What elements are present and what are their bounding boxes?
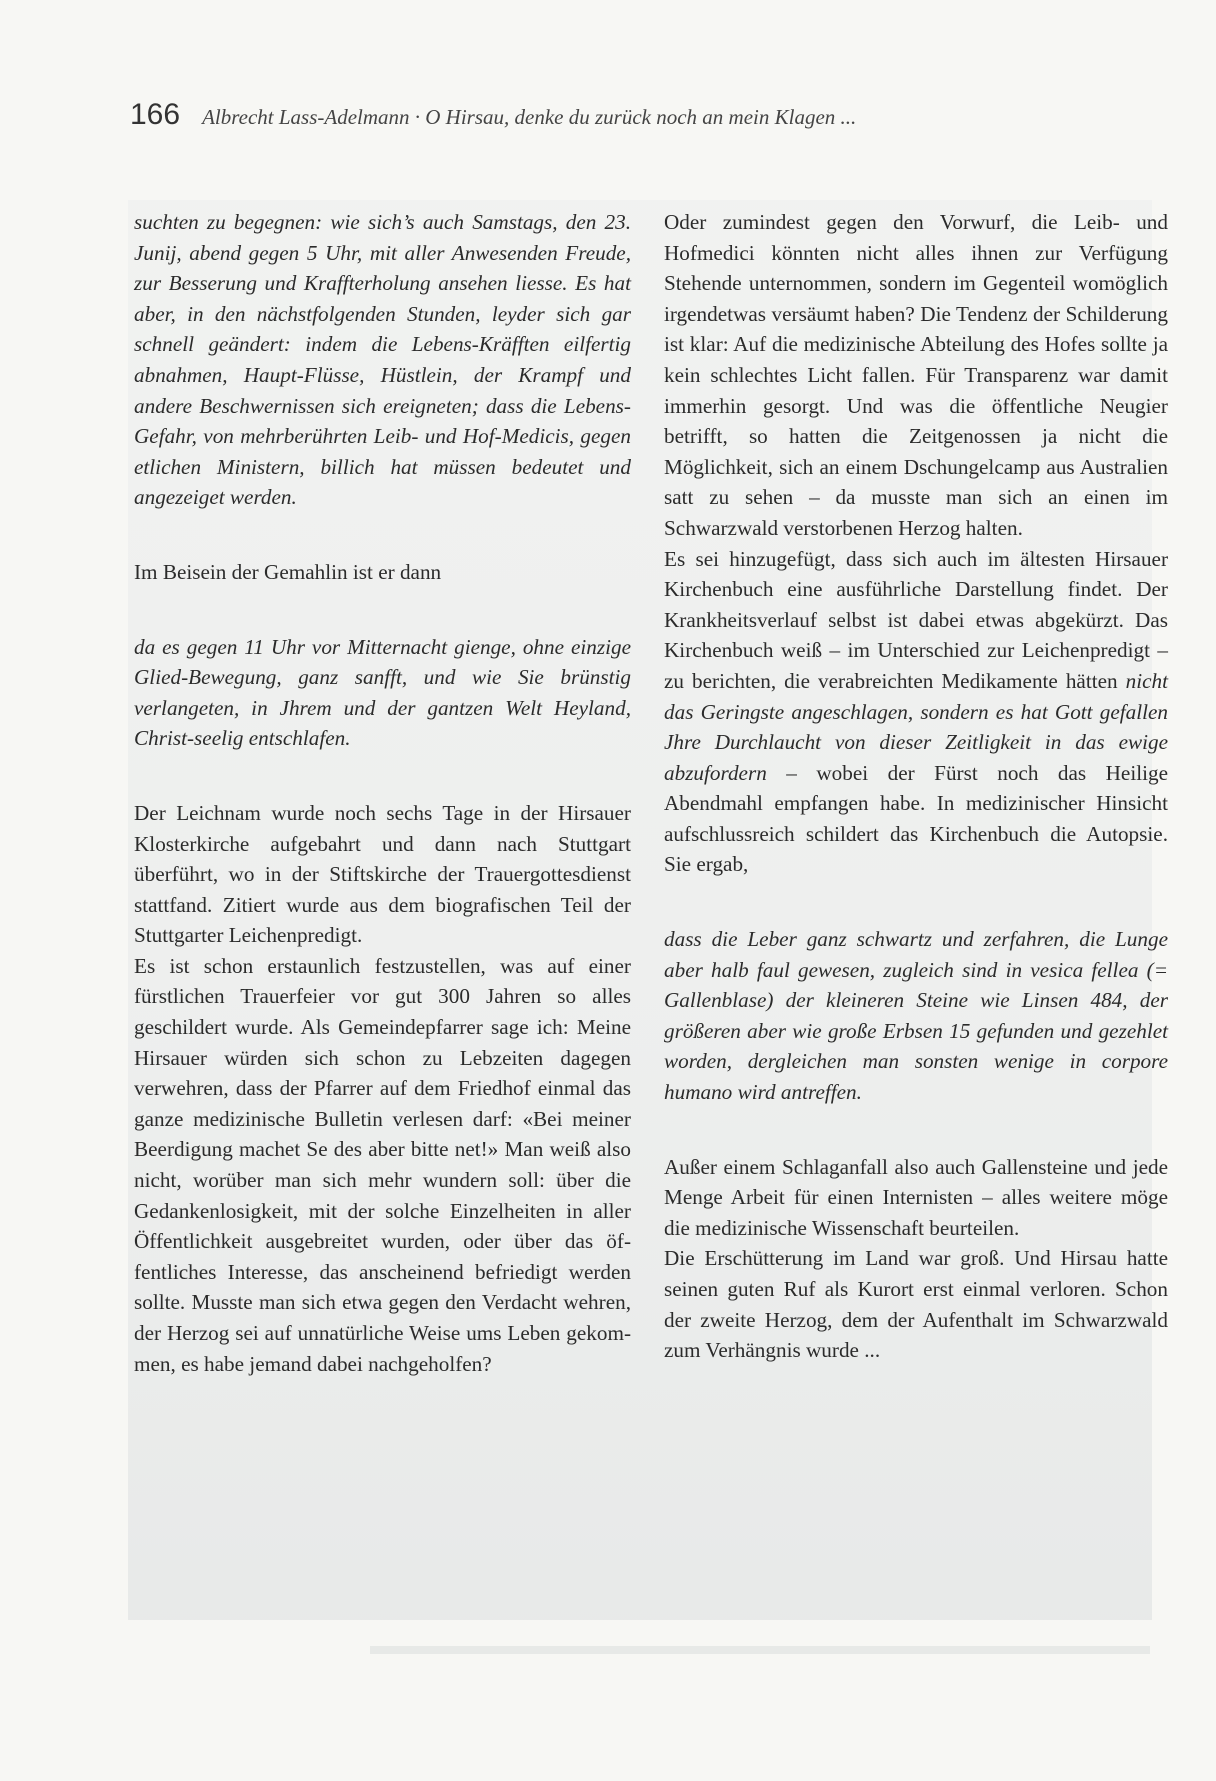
left-column <box>134 207 631 1379</box>
quote-autopsy: dass die Leber ganz schwartz und zerfahren, die Lunge aber halb faul gewesen, zugleich sind in vesica fellea (= Gallenblase) der kleineren Steine wie Linsen 484, der größeren aber wie große Erbsen 15 gefunden und gezehlet worden, dergleichen man sonsten wenige in corpore humano wird antreffen. <box>664 927 1168 1105</box>
running-header <box>130 98 856 132</box>
church-book-quote: nicht das Geringste angeschlagen, sondern es hat Gott gefallen Jhre Durchlaucht von dieser Zeitligkeit in das ewige abzufordern <box>664 668 1168 785</box>
faded-caption-strip <box>370 1646 1150 1654</box>
paragraph-astonishing: Es ist schon erstaunlich festzustellen, was auf einer fürstlichen Trauerfeier vor gut 300 Jahren so alles geschildert wurde. Als Gemeindepfarrer sage ich: Meine Hirsauer würden sich schon zu Lebzeiten dagegen verwehren, dass der Pfarrer auf dem Friedhof einmal das ganze medizinische Bulletin verlesen darf: «Bei meiner Beerdigung machet Se des aber bitte net!» Man weiß also nicht, worüber man sich mehr wundern soll: über die Gedankenlosigkeit, mit der solche Einzelheiten in aller Öffentlichkeit ausgebreitet wurden, oder über das öffentliches Interesse, das anscheinend befriedigt werden sollte. Musste man sich etwa gegen den Verdacht wehren, der Herzog sei auf unnatürliche Weise ums Leben gekommen, es habe jemand dabei nachgeholfen? <box>134 953 631 1376</box>
paragraph-shock: Die Erschütterung im Land war groß. Und Hirsau hatte seinen guten Ruf als Kurort erst einmal verloren. Schon der zweite Herzog, dem der Aufenthalt im Schwarzwald zum Verhängnis wurde ... <box>664 1246 1168 1363</box>
right-column <box>664 207 1168 1366</box>
paragraph-gallstones: Außer einem Schlaganfall also auch Gallensteine und jede Menge Arbeit für einen Internisten – alles weitere möge die medizinische Wissenschaft beurteilen. <box>664 1154 1168 1240</box>
church-book-text-start: Es sei hinzugefügt, dass sich auch im ältesten Hirsauer Kirchenbuch eine ausführliche Darstellung findet. Der Krankheitsverlauf selbst ist dabei etwas abgekürzt. Das Kirchenbuch weiß – im Unterschied zur Leichenpredigt – zu berichten, die verabreichten Medikamente hätten <box>664 546 1168 693</box>
quote-funeral-sermon-1: suchten zu begegnen: wie sich’s auch Samstags, den 23. Junij, abend gegen 5 Uhr, mit aller Anwesenden Freude, zur Besserung und Kraffterholung ansehen liesse. Es hat aber, in den nächstfolgenden Stunden, leyder sich gar schnell geändert: indem die Lebens-Kräfften eilfertig abnahmen, Haupt-Flüsse, Hüstlein, der Krampf und andere Beschwernissen sich ereigneten; dass die Lebens-Gefahr, von mehrberührten Leib- und Hof-Medicis, gegen etlichen Ministern, billich hat müssen bedeutet und angezeiget werden. <box>134 210 631 510</box>
quote-funeral-sermon-2: da es gegen 11 Uhr vor Mitternacht gienge, ohne einzige Glied-Bewegung, ganz sanfft, und wie Sie brünstig verlangeten, in Jhrem und der gantzen Welt Heyland, Christ-seelig entschlafen. <box>134 634 631 751</box>
paragraph-body-laid-out: Der Leichnam wurde noch sechs Tage in der Hirsauer Klosterkirche aufgebahrt und dann nach Stuttgart überführt, wo in der Stiftskirche der Trauergottesdienst stattfand. Zitiert wurde aus dem biografischen Teil der Stuttgarter Leichenpredigt. <box>134 800 631 948</box>
paragraph-church-book <box>664 544 1168 881</box>
page-number: 166 <box>130 98 181 131</box>
running-title: Albrecht Lass-Adelmann · O Hirsau, denke du zurück noch an mein Klagen ... <box>202 105 857 129</box>
paragraph-accusation: Oder zumindest gegen den Vorwurf, die Leib- und Hofmedici könnten nicht alles ihnen zur Verfügung Stehende unternommen, sondern im Gegenteil womöglich irgendetwas versäumt haben? Die Tendenz der Schilderung ist klar: Auf die medizinische Abteilung des Hofes sollte ja kein schlechtes Licht fallen. Für Transparenz war damit immerhin gesorgt. Und was die öffentliche Neugier betrifft, so hatten die Zeitgenossen ja nicht die Möglichkeit, sich an einem Dschungelcamp aus Australien satt zu sehen – da musste man sich an einen im Schwarzwald verstorbenen Herzog halten. <box>664 210 1168 540</box>
paragraph-wife-presence: Im Beisein der Gemahlin ist er dann <box>134 559 442 584</box>
church-book-text-end: – wobei der Fürst noch das Heilige Abendmahl empfangen habe. In medizinischer Hinsicht aufschlussreich schildert das Kirchenbuch die Autopsie. Sie ergab, <box>664 760 1168 877</box>
